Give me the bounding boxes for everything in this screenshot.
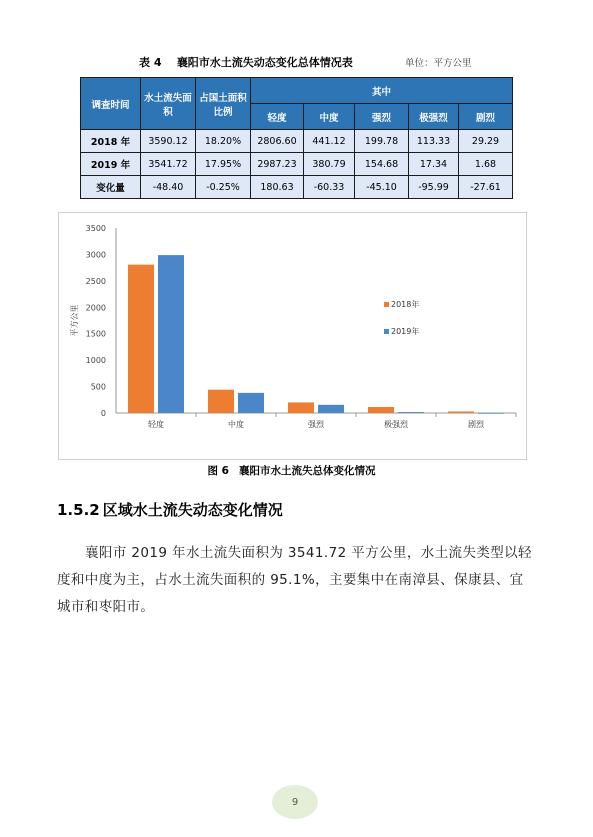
legend-label: 2019年 (391, 327, 420, 336)
table-cell: 29.29 (459, 130, 513, 153)
table-cell: 17.95% (196, 153, 251, 176)
table-cell: 154.68 (355, 153, 409, 176)
y-tick-label: 1000 (85, 356, 106, 366)
bar-chart (58, 212, 527, 460)
header-survey-time: 调查时间 (81, 78, 141, 130)
body-paragraph: 襄阳市 2019 年水土流失面积为 3541.72 平方公里，水土流失类型以轻度和中度为主，占水土流失面积的 95.1%，主要集中在南漳县、保康县、宜城市和枣阳市。 (57, 545, 532, 615)
y-axis-label: 平方公里 (70, 304, 79, 337)
header-grade: 剧烈 (459, 104, 513, 130)
table-cell: 441.12 (304, 130, 355, 153)
table-cell: 3590.12 (141, 130, 196, 153)
page-number: 9 (272, 785, 318, 819)
bar-2018年-中度 (208, 390, 234, 413)
bar-2018年-强烈 (288, 402, 314, 413)
bar-2019年-剧烈 (478, 413, 504, 414)
table-cell: 180.63 (251, 176, 304, 199)
table-unit: 单位：平方公里 (405, 58, 472, 69)
figure-caption (0, 463, 593, 478)
y-tick-label: 3500 (85, 224, 106, 233)
table-caption (0, 54, 593, 70)
table-cell: 3541.72 (141, 153, 196, 176)
header-ratio: 占国土面积比例 (196, 78, 251, 130)
x-tick-label: 强烈 (308, 420, 324, 429)
row-label: 2018 年 (81, 130, 141, 153)
bar-2018年-极强烈 (368, 407, 394, 413)
table-cell: -45.10 (355, 176, 409, 199)
table-row (81, 176, 513, 199)
bar-2019年-极强烈 (398, 412, 424, 413)
section-title: 区域水土流失动态变化情况 (102, 501, 283, 519)
table-cell: 199.78 (355, 130, 409, 153)
table-cell: 2987.23 (251, 153, 304, 176)
table-cell: 1.68 (459, 153, 513, 176)
y-tick-label: 0 (100, 409, 106, 418)
table-header-row (81, 78, 513, 104)
header-grade: 强烈 (355, 104, 409, 130)
table-title-text: 襄阳市水土流失动态变化总体情况表 (176, 56, 353, 69)
table-row (81, 130, 513, 153)
y-tick-label: 2000 (85, 303, 106, 313)
y-tick-label: 3000 (85, 250, 106, 260)
header-among: 其中 (251, 78, 513, 104)
y-tick-label: 500 (90, 382, 106, 392)
section-heading (57, 499, 283, 520)
legend-label: 2018年 (391, 300, 420, 309)
section-number: 1.5.2 (57, 501, 100, 519)
legend-swatch (384, 329, 389, 334)
table-title (139, 54, 353, 70)
table-cell: -48.40 (141, 176, 196, 199)
y-tick-label: 1500 (85, 329, 106, 339)
table-cell: 18.20% (196, 130, 251, 153)
table-cell: -60.33 (304, 176, 355, 199)
x-tick-label: 轻度 (148, 420, 164, 429)
erosion-table (80, 77, 513, 199)
bar-2019年-强烈 (318, 405, 344, 413)
bar-2018年-轻度 (128, 265, 154, 413)
table-cell: -95.99 (409, 176, 459, 199)
table-row (81, 153, 513, 176)
row-label: 变化量 (81, 176, 141, 199)
header-grade: 极强烈 (409, 104, 459, 130)
x-tick-label: 剧烈 (468, 420, 484, 429)
table-cell: 380.79 (304, 153, 355, 176)
row-label: 2019 年 (81, 153, 141, 176)
bar-2019年-轻度 (158, 255, 184, 413)
table-number: 表 4 (139, 56, 162, 69)
legend-swatch (384, 302, 389, 307)
table-cell: 17.34 (409, 153, 459, 176)
header-grade: 轻度 (251, 104, 304, 130)
table-cell: 113.33 (409, 130, 459, 153)
y-tick-label: 2500 (85, 276, 106, 286)
chart-svg (59, 213, 526, 459)
figure-caption-text: 襄阳市水土流失总体变化情况 (238, 465, 376, 477)
header-grade: 中度 (304, 104, 355, 130)
x-tick-label: 极强烈 (384, 420, 408, 429)
bar-2019年-中度 (238, 393, 264, 413)
table-cell: -0.25% (196, 176, 251, 199)
header-area: 水土流失面积 (141, 78, 196, 130)
x-tick-label: 中度 (228, 420, 244, 429)
figure-number: 图 6 (207, 465, 229, 477)
bar-2018年-剧烈 (448, 411, 474, 413)
table-cell: 2806.60 (251, 130, 304, 153)
table-cell: -27.61 (459, 176, 513, 199)
